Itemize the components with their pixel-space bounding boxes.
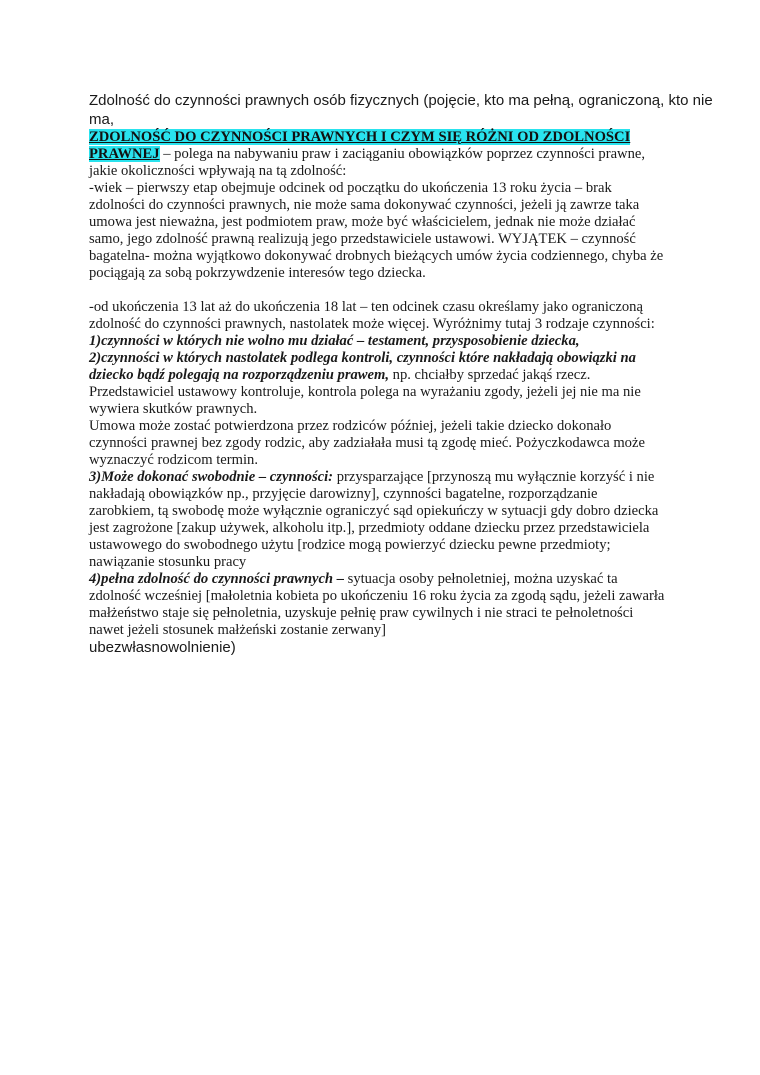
- para1-line: jakie okoliczności wpływają na tą zdolność:: [89, 163, 347, 179]
- item2-line: Umowa może zostać potwierdzona przez rodziców później, jeżeli takie dziecko dokonało: [89, 418, 612, 434]
- item3-bold: 3)Może dokonać swobodnie – czynności:: [89, 469, 334, 485]
- heading-highlight-1: ZDOLNOŚĆ DO CZYNNOŚCI PRAWNYCH I CZYM SIĘ RÓŻNI OD ZDOLNOŚCI: [89, 129, 631, 145]
- item2-line: 2)czynności w których nastolatek podlega kontroli, czynności które nakładają obowiązki na: [89, 350, 636, 366]
- item4-line: [89, 571, 618, 588]
- para2-line: zdolność do czynności prawnych, nastolatek może więcej. Wyróżnimy tutaj 3 rodzaje czynności:: [89, 316, 655, 332]
- item2-rest: np. chciałby sprzedać jakąś rzecz.: [389, 367, 591, 383]
- para2-line: -od ukończenia 13 lat aż do ukończenia 18 lat – ten odcinek czasu określamy jako ograniczoną: [89, 299, 643, 315]
- item4-line: nawet jeżeli stosunek małżeński zostanie zerwany]: [89, 622, 387, 638]
- item1-line: 1)czynności w których nie wolno mu działać – testament, przysposobienie dziecka,: [89, 333, 580, 349]
- para1-line: bagatelna- można wyjątkowo dokonywać drobnych bieżących umów życia codziennego, chyba że: [89, 248, 664, 264]
- item4-rest: sytuacja osoby pełnoletniej, można uzyskać ta: [344, 571, 618, 587]
- item3-line: [89, 469, 654, 486]
- title-line-1: Zdolność do czynności prawnych osób fizycznych (pojęcie, kto ma pełną, ograniczoną, kto nie: [89, 92, 713, 109]
- item2-line: czynności prawnej bez zgody rodzic, aby zadziałała musi tą zgodę mieć. Pożyczkodawca może: [89, 435, 645, 451]
- item4-bold: 4)pełna zdolność do czynności prawnych –: [89, 571, 344, 587]
- item3-line: nakładają obowiązków np., przyjęcie darowizny], czynności bagatelne, rozporządzanie: [89, 486, 598, 502]
- item3-line: ustawowego do swobodnego użytu [rodzice mogą powierzyć dziecku pewne przedmioty;: [89, 537, 611, 553]
- heading-continuation: – polega na nabywaniu praw i zaciąganiu obowiązków poprzez czynności prawne,: [159, 146, 646, 162]
- para1-line: samo, jego zdolność prawną realizują jego przedstawiciele ustawowi. WYJĄTEK – czynność: [89, 231, 636, 247]
- item3-line: zarobkiem, tą swobodę może wyłącznie ograniczyć sąd opiekuńczy w sytuacji gdy dobro dziecka: [89, 503, 659, 519]
- item2-line: wyznaczyć rodzicom termin.: [89, 452, 258, 468]
- item4-line: zdolność wcześniej [małoletnia kobieta po ukończeniu 16 roku życia za zgodą sądu, jeżeli zawarła: [89, 588, 665, 604]
- para1-line: zdolności do czynności prawnych, nie może sama dokonywać czynności, jeżeli ją zawrze taka: [89, 197, 640, 213]
- heading-highlight-2: PRAWNEJ: [89, 146, 160, 162]
- para1-line: umowa jest nieważna, jest podmiotem praw, może być właścicielem, jednak nie może działać: [89, 214, 636, 230]
- item2-line: Przedstawiciel ustawowy kontroluje, kontrola polega na wyrażaniu zgody, jeżeli jej nie ma nie: [89, 384, 641, 400]
- item2-line: [89, 367, 590, 384]
- item3-line: nawiązanie stosunku pracy: [89, 554, 247, 570]
- item2-line: wywiera skutków prawnych.: [89, 401, 258, 417]
- item3-line: jest zagrożone [zakup używek, alkoholu itp.], przedmioty oddane dziecku przez przedstawiciela: [89, 520, 650, 536]
- title-line-2: ma,: [89, 111, 115, 128]
- footer-line: ubezwłasnowolnienie): [89, 639, 236, 656]
- heading-line-2: [89, 146, 645, 163]
- item4-line: małżeństwo staje się pełnoletnia, uzyskuje pełnię praw cywilnych i nie straci te pełnoletności: [89, 605, 634, 621]
- para1-line: -wiek – pierwszy etap obejmuje odcinek od początku do ukończenia 13 roku życia – brak: [89, 180, 612, 196]
- heading-line-1: [89, 129, 630, 146]
- item2-bold: dziecko bądź polegają na rozporządzeniu prawem,: [89, 367, 390, 383]
- item3-rest: przysparzające [przynoszą mu wyłącznie korzyść i nie: [333, 469, 655, 485]
- para1-line: pociągają za sobą pokrzywdzenie interesów tego dziecka.: [89, 265, 426, 281]
